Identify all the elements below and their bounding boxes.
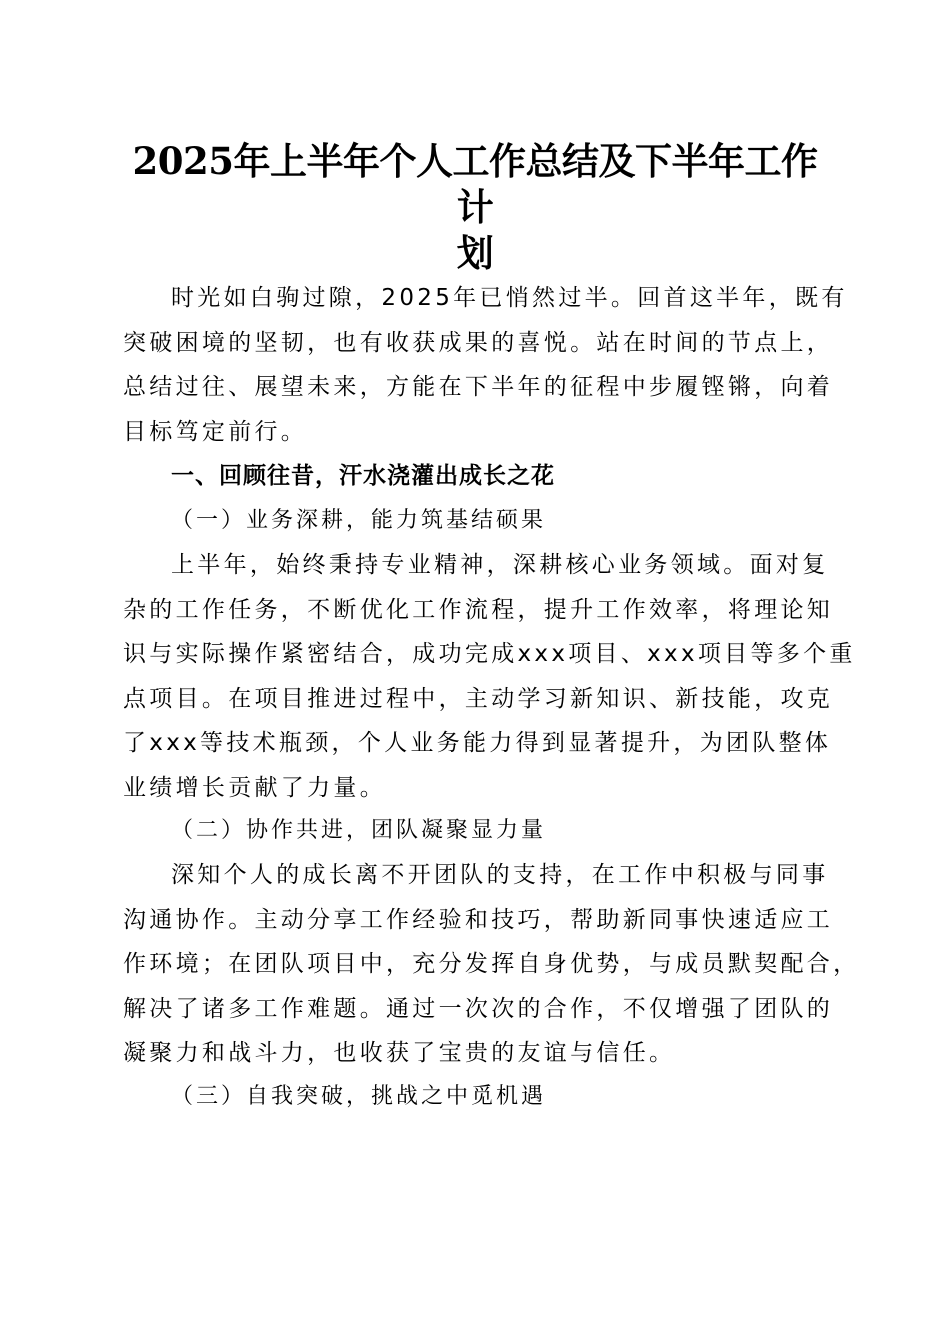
paragraph-line: 深知个人的成长离不开团队的支持，在工作中积极与同事 [171,862,829,888]
intro-line: 突破困境的坚韧，也有收获成果的喜悦。站在时间的节点上， [123,329,834,356]
subsection-2-paragraph [123,853,860,1076]
intro-line: 总结过往、展望未来，方能在下半年的征程中步履铿锵，向着 [123,374,834,400]
intro-paragraph [123,276,848,454]
document-title [120,138,830,276]
paragraph-line: 杂的工作任务，不断优化工作流程，提升工作效率，将理论知 [123,596,834,623]
paragraph-line: 业绩增长贡献了力量。 [123,774,386,801]
paragraph-line: 上半年，始终秉持专业精神，深耕核心业务领域。面对复 [171,552,829,578]
paragraph-line: 了xxx等技术瓶颈，个人业务能力得到显著提升，为团队整体 [123,730,832,756]
paragraph-line: 解决了诸多工作难题。通过一次次的合作，不仅增强了团队的 [123,995,834,1022]
subsection-heading-2: （二）协作共进，团队凝聚显力量 [171,818,547,843]
subsection-heading-1: （一）业务深耕，能力筑基结硕果 [171,508,547,533]
intro-line: 时光如白驹过隙，2025年已悄然过半。回首这半年，既有 [171,285,848,311]
paragraph-line: 凝聚力和战斗力，也收获了宝贵的友谊与信任。 [123,1040,676,1066]
title-line-2: 划 [456,231,494,275]
paragraph-line: 点项目。在项目推进过程中，主动学习新知识、新技能，攻克 [123,685,834,712]
section-heading-1: 一、回顾往昔，汗水浇灌出成长之花 [171,463,555,489]
paragraph-line: 识与实际操作紧密结合，成功完成xxx项目、xxx项目等多个重 [123,641,856,667]
title-line-1: 2025年上半年个人工作总结及下半年工作计 [132,139,818,229]
subsection-heading-3: （三）自我突破，挑战之中觅机遇 [171,1084,547,1109]
subsection-1-paragraph [123,543,856,810]
intro-line: 目标笃定前行。 [123,418,308,445]
paragraph-line: 沟通协作。主动分享工作经验和技巧，帮助新同事快速适应工 [123,906,834,933]
paragraph-line: 作环境；在团队项目中，充分发挥自身优势，与成员默契配合， [123,951,860,977]
